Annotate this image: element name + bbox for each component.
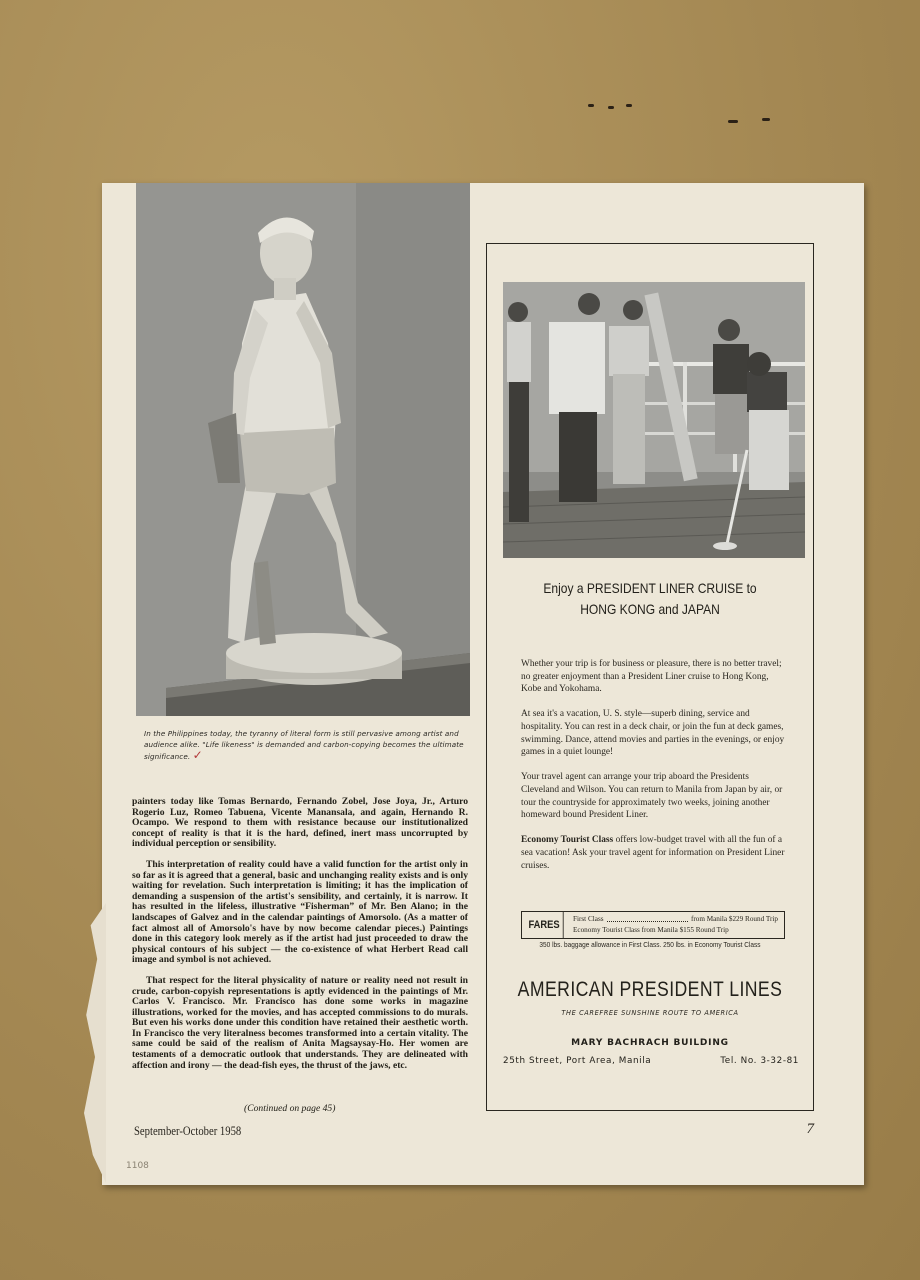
- baggage-note: 350 lbs. baggage allowance in First Class. 250 lbs. in Economy Tourist Class: [539, 940, 761, 949]
- dot-leader: [607, 914, 688, 922]
- headline-line: Enjoy a PRESIDENT LINER CRUISE to: [543, 580, 757, 596]
- ad-paragraph: Whether your trip is for business or pleasure, there is no better travel; no greater enjoyment than a President Liner cruise to Hong Kong, Kobe and Yokohama.: [521, 659, 782, 695]
- phone-number: Tel. No. 3-32-81: [720, 1056, 799, 1066]
- article-paragraph: This interpretation of reality could have a valid function for the artist only in so far as it is agreed that a general, basic and unchanging reality exists and is only waiting for revelation. Such interpretation is limiting; it has the implication of demanding a suspension of the artist's sensibility, and certainly, it is narrow. It has resulted in the lifeless, illustrative “Fisherman” of Mr. Ben Alano; in the landscapes of Galvez and in the calendar paintings of Amorsolo. (As a matter of fact almost all of Amorsolo's have by now become calendar pieces.) Paintings done in this category look merely as if the artist had just proceeded to draw the physical contours of his subject — the co-existence of what Herbert Read call image and symbol is not achieved.: [132, 858, 468, 966]
- continued-note: (Continued on page 45): [244, 1103, 336, 1114]
- fares-label: FARES: [525, 912, 563, 938]
- fare-row-first: [573, 914, 778, 925]
- ad-headline: [510, 578, 790, 620]
- company-address: [503, 1056, 799, 1066]
- economy-lead: Economy Tourist Class: [521, 835, 614, 846]
- fares-table: [521, 911, 785, 939]
- fare-class: First Class: [573, 915, 604, 923]
- ad-paragraph: [521, 834, 785, 872]
- board-mark: [762, 118, 770, 121]
- advertisement: [486, 243, 814, 1111]
- company-name: AMERICAN PRESIDENT LINES: [517, 978, 783, 1001]
- headline-line: HONG KONG and JAPAN: [580, 601, 720, 617]
- board-mark: [728, 120, 738, 123]
- magazine-page: [102, 183, 864, 1185]
- issue-date: September-October 1958: [134, 1123, 242, 1138]
- photo-caption: [144, 728, 474, 762]
- board-mark: [608, 106, 614, 109]
- fares-rows: [567, 912, 784, 938]
- page-number: 7: [806, 1121, 814, 1137]
- article-paragraph: That respect for the literal physicality of nature or reality need not result in crude, carbon-copyish representations is aptly evidenced in the paintings of Mr. Carlos V. Francisco. Mr. Francisco has done some works in magazine illustrations, worked for the movies, and has accepted commissions to do murals. But even his works done under this condition have retained their aesthetic worth. In Francisco the very literalness becomes transformed into a certain vitality. The same could be said of the realism of Anita Magsaysay-Ho. Her women are testaments of a democratic outlook that understands. They are delineated with affection and irony — the dead-fish eyes, the thrust of the jaws, etc.: [132, 974, 468, 1071]
- sculpture-photo: [136, 183, 470, 716]
- fare-class: Economy Tourist Class from Manila $155 Round Trip: [573, 926, 729, 934]
- fare-price: from Manila $229 Round Trip: [690, 915, 778, 923]
- caption-text: In the Philippines today, the tyranny of literal form is still pervasive among artist and audience alike. "Life likeness" is demanded and carbon-copying becomes the ultimate significance.: [144, 729, 464, 761]
- article-body: [132, 797, 468, 1081]
- cruise-deck-photo: [503, 282, 805, 558]
- fare-row-economy: [573, 925, 778, 936]
- street-address: 25th Street, Port Area, Manila: [503, 1056, 652, 1066]
- company-tagline: THE CAREFREE SUNSHINE ROUTE TO AMERICA: [561, 1009, 739, 1017]
- deck-illustration: [503, 282, 805, 558]
- ad-paragraph: At sea it's a vacation, U. S. style—superb dining, service and hospitality. You can rest in a deck chair, or join the fun at deck games, swimming. Dance, attend movies and parties in the evenings, or enjoy games in a quiet lounge!: [521, 709, 785, 758]
- pencil-note: 1108: [126, 1161, 149, 1171]
- sculpture-illustration: [136, 183, 470, 716]
- ad-paragraph: Your travel agent can arrange your trip aboard the Presidents Cleveland and Wilson. You can return to Manila from Japan by air, or tour the countryside for approximately two weeks, joining another homeward bound President Liner.: [521, 772, 783, 821]
- board-mark: [626, 104, 632, 107]
- ad-body: [521, 658, 785, 885]
- check-mark-icon: ✓: [192, 748, 203, 762]
- economy-text: offers low-budget travel with all the fun of a sea vacation! Ask your travel agent for information on President Liner cruises.: [521, 835, 785, 871]
- article-paragraph: painters today like Tomas Bernardo, Fernando Zobel, Jose Joya, Jr., Arturo Rogerio Luz, Romeo Tabuena, Vicente Manansala, and again, Hernando R. Ocampo. We respond to them with resistance because our institutionalized concept of reality is that it is the hard, defined, inert mass uncorrupted by individual perception or sensibility.: [132, 796, 468, 850]
- company-building: MARY BACHRACH BUILDING: [571, 1038, 729, 1048]
- board-mark: [588, 104, 594, 107]
